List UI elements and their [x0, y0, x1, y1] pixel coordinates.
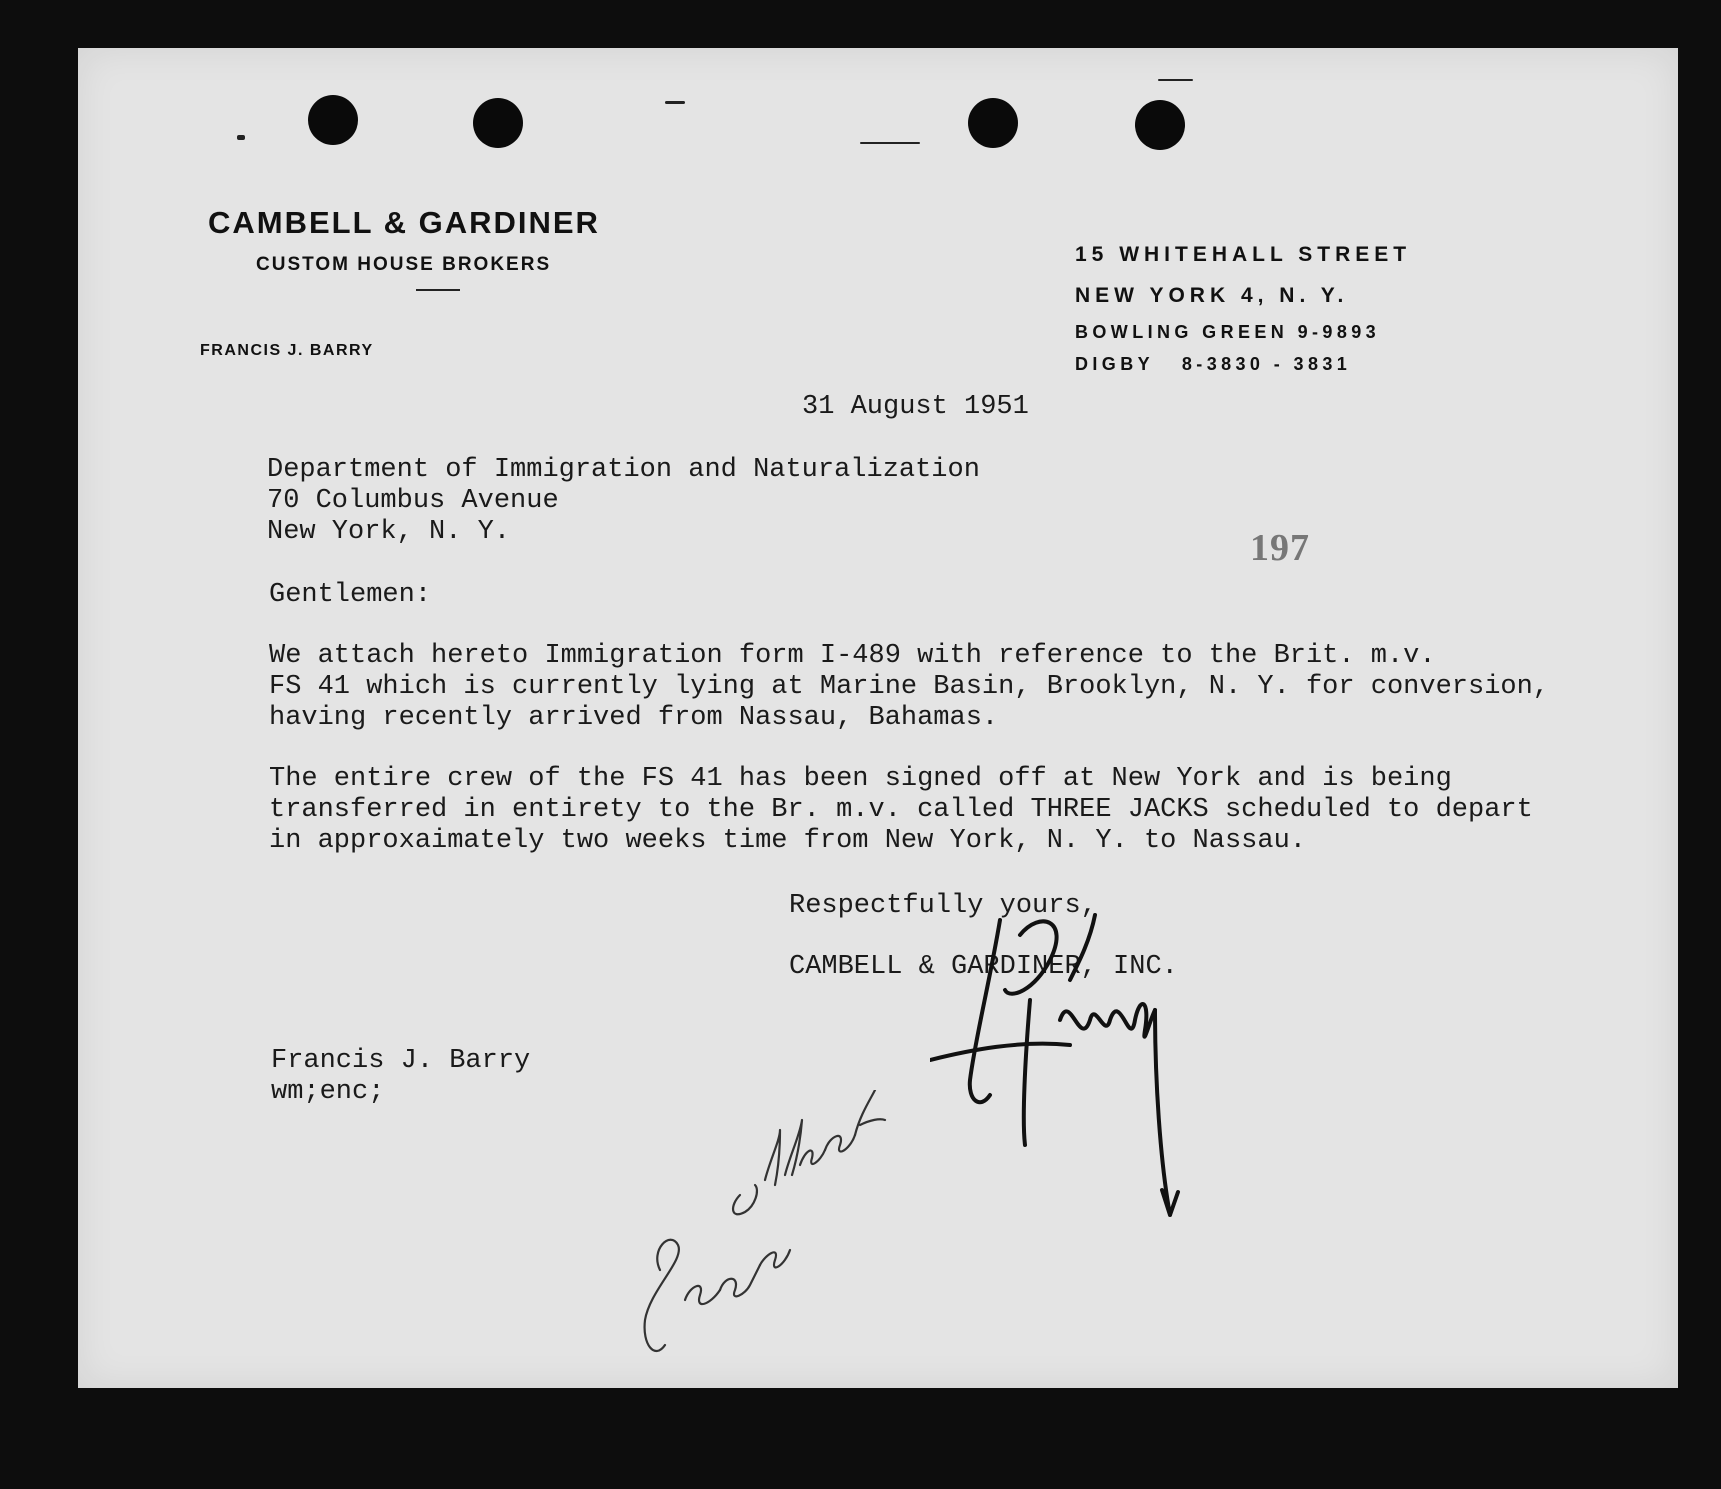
speck — [237, 135, 245, 140]
file-stamp-number: 197 — [1250, 527, 1310, 569]
phone-bowling-green: BOWLING GREEN 9-9893 — [1075, 322, 1381, 342]
handwritten-note — [630, 1090, 890, 1380]
body-line: transferred in entirety to the Br. m.v. called THREE JACKS scheduled to depart — [269, 795, 1533, 825]
punch-hole — [968, 98, 1018, 148]
letterhead-tagline: CUSTOM HOUSE BROKERS — [256, 254, 552, 275]
letterhead-divider — [416, 289, 460, 291]
letterhead-firm: CAMBELL & GARDINER — [208, 205, 600, 240]
handwritten-signature — [930, 900, 1190, 1230]
punch-hole — [1135, 100, 1185, 150]
body-line: in approxaimately two weeks time from New York, N. Y. to Nassau. — [269, 826, 1306, 856]
salutation: Gentlemen: — [269, 580, 432, 610]
signer-name: Francis J. Barry — [271, 1046, 531, 1076]
recipient-line: Department of Immigration and Naturalization — [267, 455, 980, 485]
address-street: 15 WHITEHALL STREET — [1075, 243, 1412, 266]
letterhead-name: FRANCIS J. BARRY — [200, 342, 374, 359]
body-line: FS 41 which is currently lying at Marine Basin, Brooklyn, N. Y. for conversion, — [269, 672, 1550, 702]
body-line: The entire crew of the FS 41 has been signed off at New York and is being — [269, 764, 1452, 794]
address-city: NEW YORK 4, N. Y. — [1075, 284, 1349, 307]
speck — [1158, 79, 1193, 81]
punch-hole — [308, 95, 358, 145]
punch-hole — [473, 98, 523, 148]
speck — [860, 142, 920, 144]
body-line: We attach hereto Immigration form I-489 with reference to the Brit. m.v. — [269, 641, 1436, 671]
body-line: having recently arrived from Nassau, Bahamas. — [269, 703, 999, 733]
recipient-line: 70 Columbus Avenue — [267, 486, 559, 516]
letter-date: 31 August 1951 — [802, 392, 1029, 422]
company-signature-line: CAMBELL & GARDINER, INC. — [789, 952, 1178, 982]
typist-initials: wm;enc; — [271, 1077, 385, 1107]
closing: Respectfully yours, — [789, 891, 1097, 921]
speck — [665, 101, 685, 104]
recipient-line: New York, N. Y. — [267, 517, 511, 547]
phone-digby: DIGBY 8-3830 - 3831 — [1075, 354, 1352, 374]
